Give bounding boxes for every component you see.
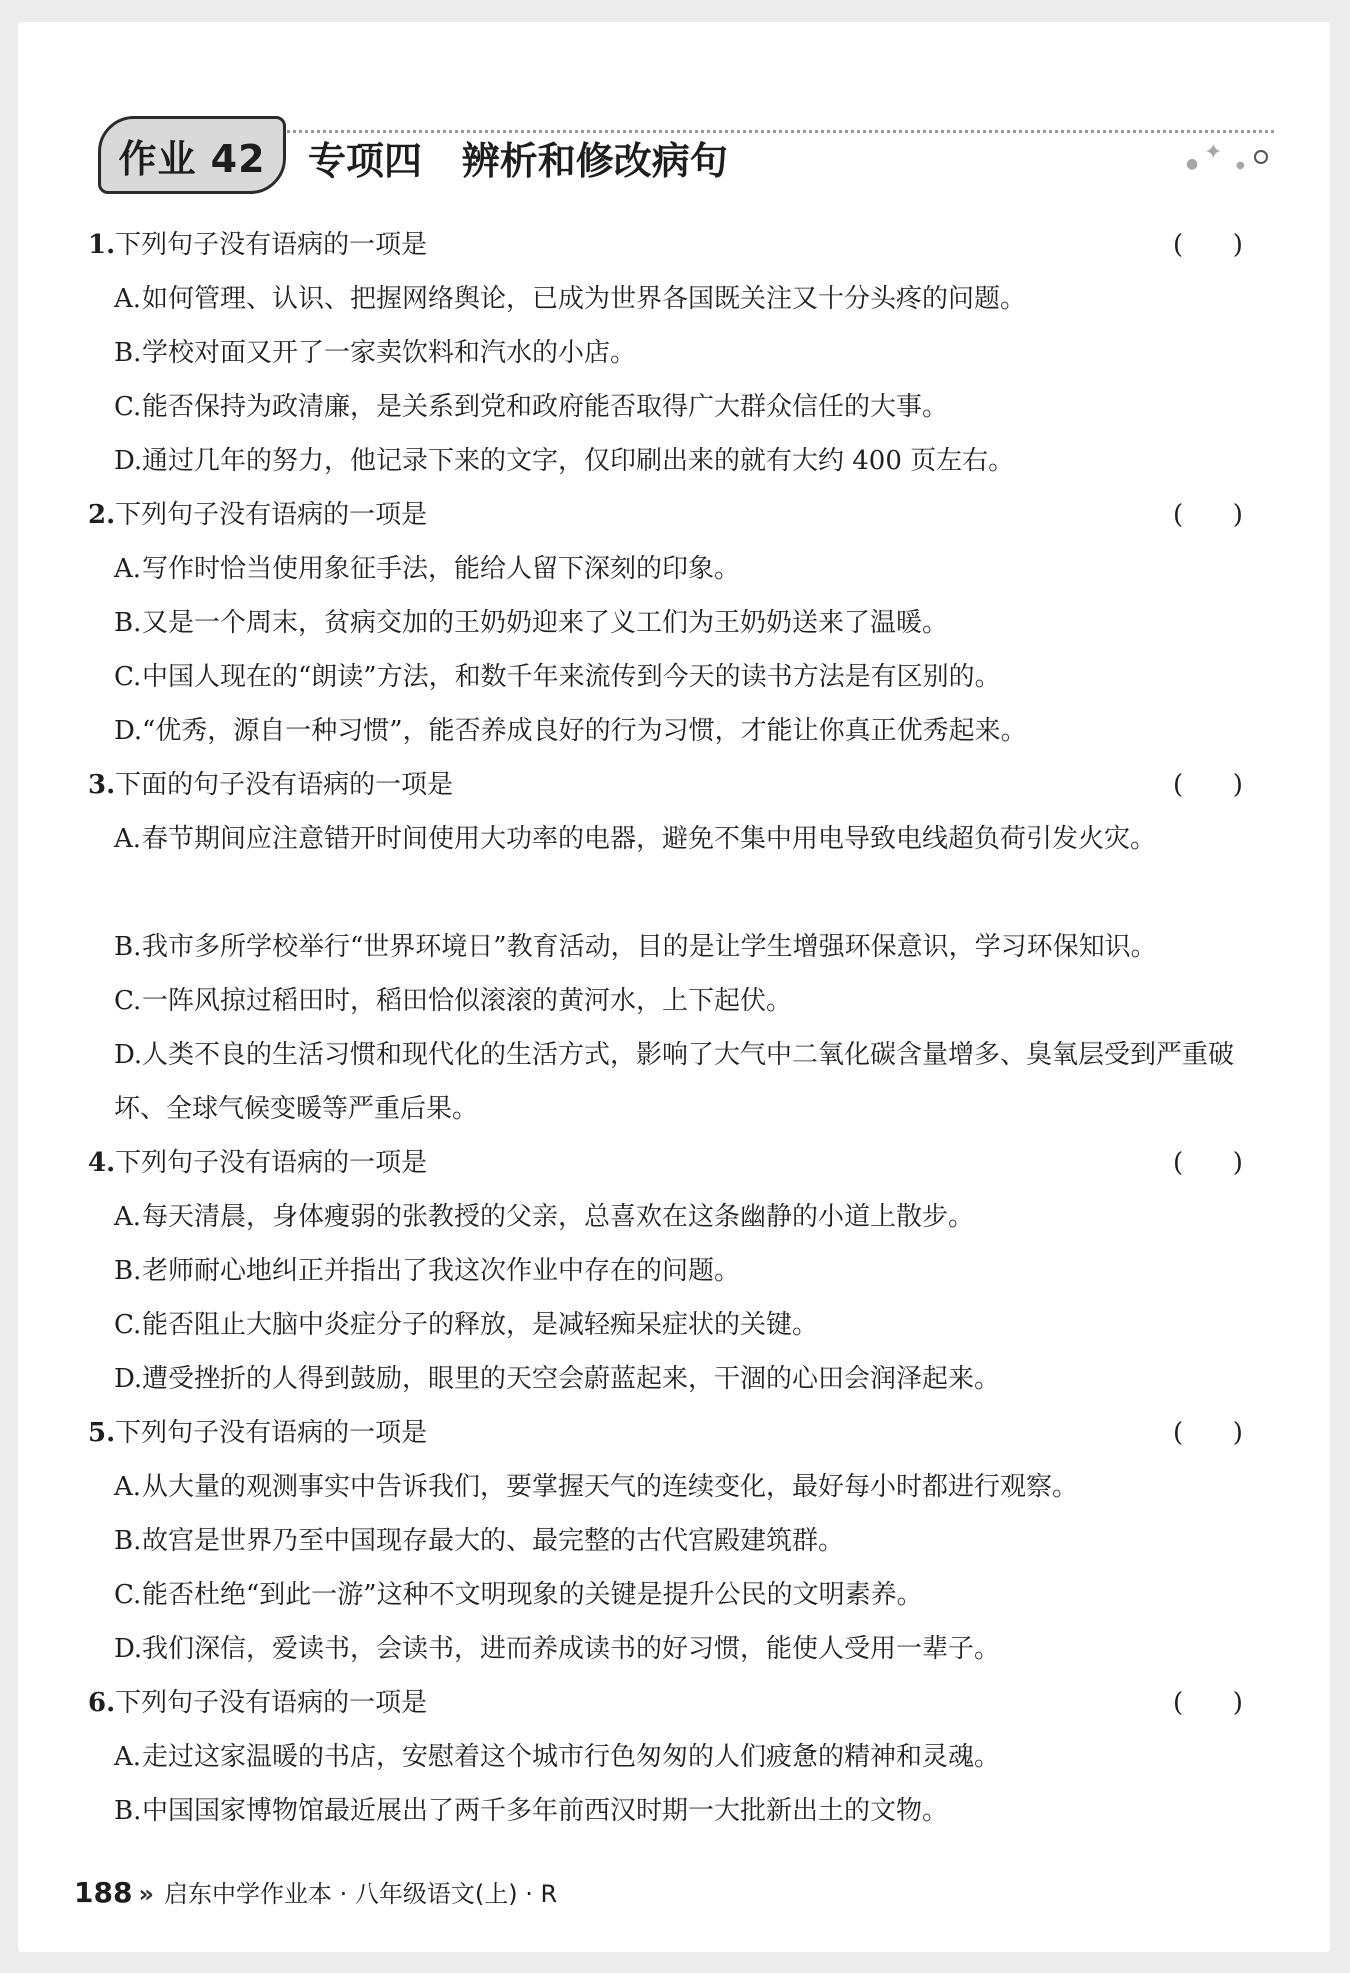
option-text: 从大量的观测事实中告诉我们，要掌握天气的连续变化，最好每小时都进行观察。: [142, 1472, 1079, 1502]
option-letter: B.: [114, 1526, 142, 1556]
option-letter: A.: [114, 284, 142, 314]
option-letter: D.: [114, 446, 143, 476]
option-4a: [114, 1190, 1274, 1244]
double-chevron-icon: »: [138, 1880, 154, 1908]
worksheet-page: [18, 22, 1330, 1952]
option-3d: [114, 1028, 1274, 1136]
option-2b: [114, 596, 1274, 650]
question-text: 下列句子没有语病的一项是: [115, 500, 428, 530]
question-4-stem: [88, 1136, 1288, 1190]
question-text: 下面的句子没有语病的一项是: [115, 770, 454, 800]
option-3b: [114, 920, 1274, 974]
option-text: 中国人现在的“朗读”方法，和数千年来流传到今天的读书方法是有区别的。: [142, 662, 1001, 692]
question-text: 下列句子没有语病的一项是: [115, 1148, 428, 1178]
option-6a: [114, 1730, 1274, 1784]
option-text: 遭受挫折的人得到鼓励，眼里的天空会蔚蓝起来，干涸的心田会润泽起来。: [142, 1364, 1001, 1394]
option-3a: [114, 812, 1274, 866]
option-text: 每天清晨，身体瘦弱的张教授的父亲，总喜欢在这条幽静的小道上散步。: [142, 1202, 975, 1232]
option-letter: B.: [114, 1256, 142, 1286]
question-5-stem: [88, 1406, 1288, 1460]
option-text: 走过这家温暖的书店，安慰着这个城市行色匆匆的人们疲惫的精神和灵魂。: [142, 1742, 1001, 1772]
option-letter: B.: [114, 932, 142, 962]
answer-blank[interactable]: ( ): [1173, 770, 1243, 800]
question-text: 下列句子没有语病的一项是: [115, 1688, 428, 1718]
question-number: 1.: [88, 230, 116, 260]
option-text: “优秀，源自一种习惯”，能否养成良好的行为习惯，才能让你真正优秀起来。: [142, 716, 1027, 746]
option-text: 中国国家博物馆最近展出了两千多年前西汉时期一大批新出土的文物。: [142, 1796, 949, 1826]
option-letter: B.: [114, 338, 142, 368]
page-number: 188: [74, 1876, 133, 1909]
option-letter: C.: [114, 986, 142, 1016]
assignment-badge: 作业 42: [98, 116, 286, 194]
option-text: 能否保持为政清廉，是关系到党和政府能否取得广大群众信任的大事。: [142, 392, 949, 422]
dot-icon: ●: [1236, 160, 1245, 171]
dot-icon: ●: [1186, 156, 1199, 172]
option-letter: D.: [114, 716, 143, 746]
option-letter: B.: [114, 608, 142, 638]
option-text: 老师耐心地纠正并指出了我这次作业中存在的问题。: [142, 1256, 741, 1286]
question-number: 4.: [88, 1148, 116, 1178]
option-text: 我们深信，爱读书，会读书，进而养成读书的好习惯，能使人受用一辈子。: [142, 1634, 1001, 1664]
option-text: 能否杜绝“到此一游”这种不文明现象的关键是提升公民的文明素养。: [142, 1580, 923, 1610]
question-2-stem: [88, 488, 1288, 542]
option-text: 通过几年的努力，他记录下来的文字，仅印刷出来的就有大约 400 页左右。: [142, 446, 1015, 476]
option-letter: D.: [114, 1634, 143, 1664]
question-text: 下列句子没有语病的一项是: [115, 230, 428, 260]
option-2d: [114, 704, 1274, 758]
option-letter: C.: [114, 1580, 142, 1610]
option-text: 写作时恰当使用象征手法，能给人留下深刻的印象。: [142, 554, 741, 584]
question-number: 5.: [88, 1418, 116, 1448]
option-1a: [114, 272, 1274, 326]
page-footer: [74, 1874, 557, 1909]
section-header: [18, 22, 1330, 182]
option-text: 我市多所学校举行“世界环境日”教育活动，目的是让学生增强环保意识，学习环保知识。: [142, 932, 1157, 962]
option-letter: A.: [114, 1202, 142, 1232]
option-1d: [114, 434, 1274, 488]
sparkle-icon: ✦: [1204, 140, 1223, 165]
option-text: 一阵风掠过稻田时，稻田恰似滚滚的黄河水，上下起伏。: [142, 986, 793, 1016]
option-5d: [114, 1622, 1274, 1676]
option-5c: [114, 1568, 1274, 1622]
decorative-ring-icon: [1254, 150, 1268, 164]
option-text: 春节期间应注意错开时间使用大功率的电器，避免不集中用电导致电线超负荷引发火灾。: [142, 824, 1157, 854]
option-letter: C.: [114, 392, 142, 422]
option-4b: [114, 1244, 1274, 1298]
answer-blank[interactable]: ( ): [1173, 1688, 1243, 1718]
option-text: 人类不良的生活习惯和现代化的生活方式，影响了大气中二氧化碳含量增多、臭氧层受到严重破坏、全球气候变暖等严重后果。: [114, 1040, 1235, 1124]
option-3c: [114, 974, 1274, 1028]
option-1b: [114, 326, 1274, 380]
question-1-stem: [88, 218, 1288, 272]
option-letter: A.: [114, 824, 142, 854]
question-number: 2.: [88, 500, 116, 530]
option-text: 能否阻止大脑中炎症分子的释放，是减轻痴呆症状的关键。: [142, 1310, 819, 1340]
option-letter: A.: [114, 554, 142, 584]
question-text: 下列句子没有语病的一项是: [115, 1418, 428, 1448]
option-text: 如何管理、认识、把握网络舆论，已成为世界各国既关注又十分头疼的问题。: [142, 284, 1027, 314]
option-2c: [114, 650, 1274, 704]
option-letter: A.: [114, 1472, 142, 1502]
question-number: 6.: [88, 1688, 116, 1718]
option-6b: [114, 1784, 1274, 1838]
option-1c: [114, 380, 1274, 434]
answer-blank[interactable]: ( ): [1173, 500, 1243, 530]
option-4c: [114, 1298, 1274, 1352]
answer-blank[interactable]: ( ): [1173, 230, 1243, 260]
option-2a: [114, 542, 1274, 596]
option-letter: C.: [114, 1310, 142, 1340]
option-letter: C.: [114, 662, 142, 692]
option-5a: [114, 1460, 1274, 1514]
option-text: 学校对面又开了一家卖饮料和汽水的小店。: [142, 338, 637, 368]
option-letter: D.: [114, 1364, 143, 1394]
answer-blank[interactable]: ( ): [1173, 1418, 1243, 1448]
book-title: 启东中学作业本 · 八年级语文(上) · R: [163, 1880, 558, 1908]
option-letter: B.: [114, 1796, 142, 1826]
question-3-stem: [88, 758, 1288, 812]
section-title: 专项四 辨析和修改病句: [308, 139, 728, 183]
option-5b: [114, 1514, 1274, 1568]
option-letter: D.: [114, 1040, 143, 1070]
question-6-stem: [88, 1676, 1288, 1730]
option-letter: A.: [114, 1742, 142, 1772]
option-4d: [114, 1352, 1274, 1406]
option-text: 又是一个周末，贫病交加的王奶奶迎来了义工们为王奶奶送来了温暖。: [142, 608, 949, 638]
question-number: 3.: [88, 770, 116, 800]
option-text: 故宫是世界乃至中国现存最大的、最完整的古代宫殿建筑群。: [142, 1526, 845, 1556]
answer-blank[interactable]: ( ): [1173, 1148, 1243, 1178]
